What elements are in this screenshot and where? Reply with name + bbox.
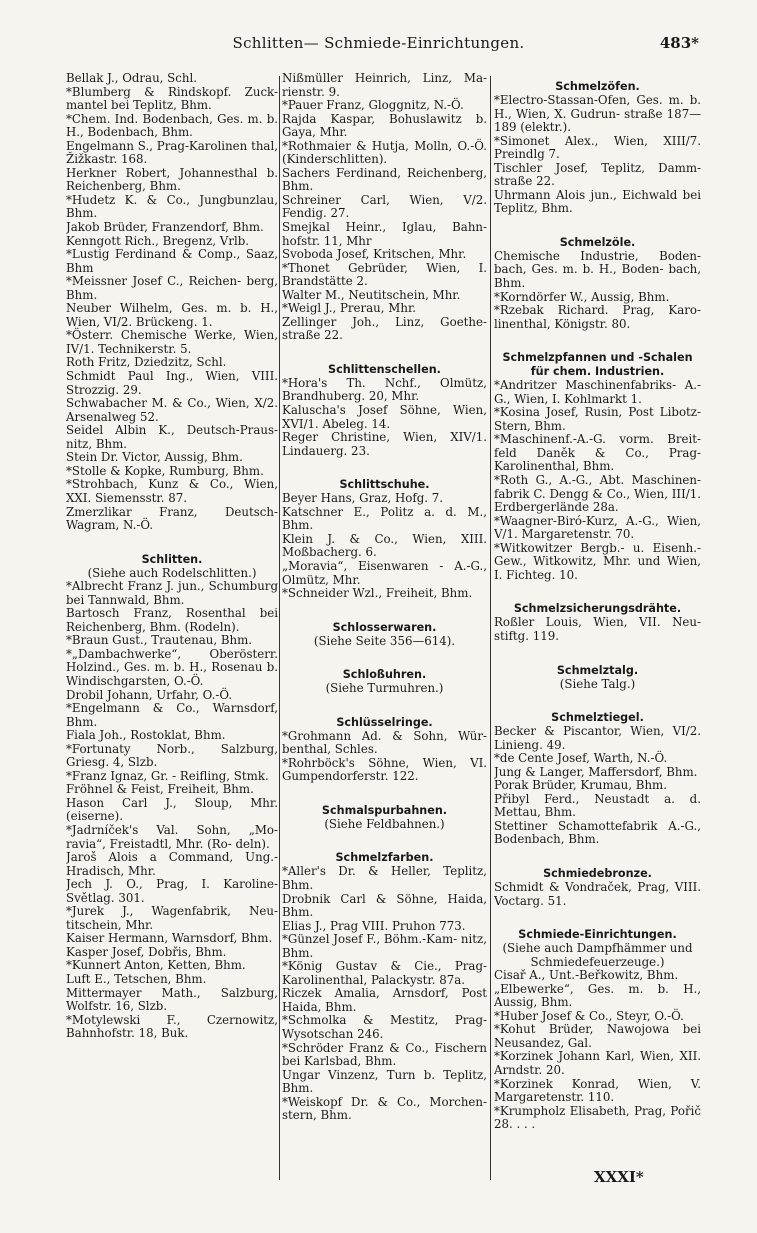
section-heading: Schloßuhren. — [342, 668, 427, 682]
directory-entry: *Rothmaier & Hutja, Molln, O.-Ö. (Kinderschlitten). — [282, 138, 487, 167]
directory-entry: Fröhnel & Feist, Freiheit, Bhm. — [66, 782, 254, 797]
directory-entry: *Weiskopf Dr. & Co., Morchen- stern, Bhm. — [282, 1094, 487, 1123]
directory-entry: *Roth G., A.-G., Abt. Maschinen- fabrik C. Dengg & Co., Wien, III/1. Erdbergerlände 28a. — [494, 473, 701, 515]
directory-entry: Schmidt & Vondraček, Prag, VIII. Voctarg. 51. — [494, 879, 701, 908]
directory-entry: *Aller's Dr. & Heller, Teplitz, Bhm. — [282, 864, 487, 892]
directory-entry: *Schneider Wzl., Freiheit, Bhm. — [282, 586, 473, 601]
directory-entry: *Witkowitzer Bergb.- u. Eisenh.- Gew., Witkowitz, Mhr. und Wien, I. Fichteg. 10. — [494, 540, 701, 582]
directory-entry: *Korzinek Johann Karl, Wien, XII. Arndstr. 20. — [494, 1049, 701, 1077]
directory-entry: Schreiner Carl, Wien, V/2. Fendig. 27. — [282, 192, 487, 221]
directory-entry: *Chem. Ind. Bodenbach, Ges. m. b. H., Bodenbach, Bhm. — [66, 111, 278, 140]
directory-entry: Katschner E., Politz a. d. M., Bhm. — [282, 504, 487, 533]
directory-entry: *Blumberg & Rindskopf. Zuck- mantel bei Teplitz, Bhm. — [66, 84, 278, 113]
directory-entry: *Waagner-Biró-Kurz, A.-G., Wien, V/1. Margaretenstr. 70. — [494, 513, 701, 542]
directory-entry: *Huber Josef & Co., Steyr, O.-Ö. — [494, 1008, 684, 1023]
directory-entry: Becker & Piscantor, Wien, VI/2. Linieng. 49. — [494, 724, 701, 752]
directory-entry: Kenngott Rich., Bregenz, Vrlb. — [66, 233, 250, 248]
directory-entry: *Schmolka & Mestitz, Prag- Wysotschan 246. — [282, 1013, 487, 1041]
directory-entry: Tischler Josef, Teplitz, Damm- straße 22. — [494, 160, 701, 189]
directory-entry: *Pauer Franz, Gloggnitz, N.-Ö. — [282, 98, 464, 113]
directory-entry: Neuber Wilhelm, Ges. m. b. H., Wien, VI/2. Brückeng. 1. — [66, 301, 278, 329]
directory-entry: Riczek Amalia, Arnsdorf, Post Haida, Bhm. — [282, 986, 487, 1014]
directory-entry: *Thonet Gebrüder, Wien, I. Brandstätte 2. — [282, 260, 487, 289]
cross-reference: (Siehe auch Dampfhämmer und Schmiedefeuerzeuge.) — [502, 941, 693, 969]
directory-entry: Chemische Industrie, Boden- bach, Ges. m. b. H., Boden- bach, Bhm. — [494, 248, 701, 291]
directory-entry: Porak Brüder, Krumau, Bhm. — [494, 778, 667, 793]
section-heading: Schmalspurbahnen. — [321, 803, 448, 817]
section-heading: Schmelzöfen. — [555, 80, 640, 93]
directory-entry: *Strohbach, Kunz & Co., Wien, XXI. Siemensstr. 87. — [66, 477, 278, 505]
directory-entry: *Andritzer Maschinenfabriks- A.-G., Wien, I. Kohlmarkt 1. — [494, 378, 701, 406]
directory-entry: *Kosina Josef, Rusin, Post Libotz- Stern, Bhm. — [494, 405, 701, 433]
directory-entry: *Krumpholz Elisabeth, Prag, Pořič 28. . . . — [494, 1103, 701, 1132]
directory-entry: Bellak J., Odrau, Schl. — [66, 72, 197, 85]
cross-reference: (Siehe Talg.) — [559, 676, 636, 691]
directory-entry: *Korzinek Konrad, Wien, V. Margaretenstr. 110. — [494, 1076, 701, 1105]
directory-entry: *Maschinenf.-A.-G. vorm. Breit- feld Daněk & Co., Prag- Karolinenthal, Bhm. — [494, 432, 701, 474]
directory-entry: *Grohmann Ad. & Sohn, Wür- benthal, Schles. — [282, 728, 487, 757]
directory-entry: *Motylewski F., Czernowitz, Bahnhofstr. 18, Buk. — [66, 1012, 278, 1041]
directory-entry: „Moravia“, Eisenwaren - A.-G., Olmütz, Mhr. — [282, 558, 487, 587]
directory-entry: *Korndörfer W., Aussig, Bhm. — [494, 289, 670, 304]
directory-entry: *Weigl J., Prerau, Mhr. — [282, 301, 417, 316]
section-heading: Schmelztalg. — [556, 663, 639, 677]
directory-entry: Kaluscha's Josef Söhne, Wien, XVI/1. Abeleg. 14. — [282, 403, 487, 431]
directory-entry: *Stolle & Kopke, Rumburg, Bhm. — [66, 463, 264, 478]
directory-entry: Beyer Hans, Graz, Hofg. 7. — [282, 491, 444, 506]
directory-entry: Roth Fritz, Dziedzitz, Schl. — [66, 355, 227, 370]
directory-entry: Drobnik Carl & Söhne, Haida, Bhm. — [282, 891, 487, 920]
column-rule — [279, 76, 280, 1180]
page-header — [0, 34, 757, 56]
directory-entry: Stettiner Schamottefabrik A.-G., Bodenbach, Bhm. — [494, 818, 701, 847]
section-heading: Schlüsselringe. — [336, 715, 433, 729]
directory-entry: Bartosch Franz, Rosenthal bei Reichenberg, Bhm. (Rodeln). — [66, 606, 278, 634]
directory-entry: Seidel Albin K., Deutsch-Praus- nitz, Bhm. — [66, 423, 278, 451]
directory-entry: *Günzel Josef F., Böhm.-Kam- nitz, Bhm. — [282, 932, 487, 960]
directory-entry: *Kohut Brüder, Nawojowa bei Neusandez, Gal. — [494, 1022, 701, 1050]
directory-entry: *Schröder Franz & Co., Fischern bei Karlsbad, Bhm. — [282, 1040, 487, 1069]
directory-entry: *Electro-Stassan-Ofen, Ges. m. b. H., Wien, X. Gudrun- straße 187—189 (elektr.). — [494, 93, 701, 135]
section-heading: Schmelzsicherungsdrähte. — [513, 602, 682, 616]
directory-entry: Cisař A., Unt.-Beřkowitz, Bhm. — [494, 968, 679, 983]
directory-entry: *Kunnert Anton, Ketten, Bhm. — [66, 958, 246, 973]
directory-entry: Schwabacher M. & Co., Wien, X/2. Arsenalweg 52. — [66, 396, 278, 424]
directory-entry: *Rzebak Richard. Prag, Karo- linenthal, Königstr. 80. — [494, 303, 701, 331]
directory-entry: Rajda Kaspar, Bohuslawitz b. Gaya, Mhr. — [282, 111, 487, 140]
directory-entry: *Engelmann & Co., Warnsdorf, Bhm. — [66, 701, 278, 729]
directory-entry: *Hudetz K. & Co., Jungbunzlau, Bhm. — [66, 192, 278, 221]
directory-entry: Reger Christine, Wien, XIV/1. Lindauerg. 23. — [282, 430, 487, 458]
directory-entry: *de Cente Josef, Warth, N.-Ö. — [494, 751, 668, 766]
directory-entry: Hason Carl J., Sloup, Mhr. (eiserne). — [66, 795, 278, 824]
directory-entry: *„Dambachwerke“, Oberösterr. Holzind., Ges. m. b. H., Rosenau b. Windischgarsten, O.-Ö. — [66, 646, 278, 688]
directory-entry: Klein J. & Co., Wien, XIII. Moßbacherg. 6. — [282, 531, 487, 560]
section-heading: Schmiede-Einrichtungen. — [518, 928, 677, 942]
directory-entry: *Österr. Chemische Werke, Wien, IV/1. Technikerstr. 5. — [66, 328, 278, 356]
directory-entry: Schmidt Paul Ing., Wien, VIII. Strozzig. 29. — [66, 369, 278, 397]
directory-entry: Smejkal Heinr., Iglau, Bahn- hofstr. 11, Mhr — [282, 220, 487, 248]
directory-entry: Herkner Robert, Johannesthal b. Reichenberg, Bhm. — [66, 165, 278, 194]
directory-entry: *Hora's Th. Nchf., Olmütz, Brandhuberg. 20, Mhr. — [282, 375, 487, 404]
column-2 — [282, 72, 487, 1182]
directory-entry: Elias J., Prag VIII. Pruhon 773. — [282, 918, 466, 933]
directory-entry: Zellinger Joh., Linz, Goethe- straße 22. — [282, 314, 487, 343]
directory-entry: Sachers Ferdinand, Reichenberg, Bhm. — [282, 165, 487, 194]
directory-entry: Mittermayer Math., Salzburg, Wolfstr. 16, Slzb. — [66, 985, 278, 1014]
directory-entry: Jech J. O., Prag, I. Karoline- Světlag. 301. — [66, 877, 278, 905]
section-heading: Schmelzfarben. — [335, 851, 434, 865]
section-heading: Schlosserwaren. — [332, 620, 437, 634]
signature-mark: XXXI* — [594, 1168, 644, 1186]
section-heading: Schmelztiegel. — [551, 711, 644, 725]
directory-entry: Kasper Josef, Dobřis, Bhm. — [66, 944, 227, 959]
directory-entry: *Albrecht Franz J. jun., Schumburg bei Tannwald, Bhm. — [66, 579, 278, 607]
directory-entry: Walter M., Neutitschein, Mhr. — [282, 287, 461, 302]
section-heading: Schmiedebronze. — [543, 866, 652, 880]
directory-entry: Drobil Johann, Urfahr, O.-Ö. — [66, 687, 233, 702]
directory-entry: *Jurek J., Wagenfabrik, Neu- titschein, Mhr. — [66, 904, 278, 932]
directory-entry: Uhrmann Alois jun., Eichwald bei Teplitz, Bhm. — [494, 187, 701, 216]
directory-entry: Kaiser Hermann, Warnsdorf, Bhm. — [66, 931, 273, 946]
directory-entry: Jaroš Alois a Command, Ung.- Hradisch, Mhr. — [66, 850, 278, 878]
cross-reference: (Siehe Turmuhren.) — [325, 681, 444, 696]
directory-entry: *Braun Gust., Trautenau, Bhm. — [66, 633, 253, 648]
directory-entry: *Rohrböck's Söhne, Wien, VI. Gumpendorferstr. 122. — [282, 755, 487, 784]
directory-entry: Engelmann S., Prag-Karolinen thal, Žižkastr. 168. — [66, 138, 278, 167]
section-heading: Schmelzöle. — [559, 235, 636, 249]
directory-entry: Fiala Joh., Rostoklat, Bhm. — [66, 728, 226, 743]
cross-reference: (Siehe Feldbahnen.) — [324, 816, 445, 831]
column-1 — [66, 72, 278, 1182]
page-number: 483* — [659, 34, 699, 52]
directory-entry: Přibyl Ferd., Neustadt a. d. Mettau, Bhm. — [494, 791, 701, 820]
directory-entry: Stein Dr. Victor, Aussig, Bhm. — [66, 450, 243, 465]
directory-entry: „Elbewerke“, Ges. m. b. H., Aussig, Bhm. — [494, 981, 701, 1010]
section-heading: Schlittschuhe. — [339, 478, 430, 492]
directory-entry: *Meissner Josef C., Reichen- berg, Bhm. — [66, 274, 278, 302]
directory-entry: Luft E., Tetschen, Bhm. — [66, 972, 207, 986]
directory-entry: Nißmüller Heinrich, Linz, Ma- rienstr. 9. — [282, 72, 487, 99]
cross-reference: (Siehe Seite 356—614). — [313, 633, 456, 648]
directory-entry: *Franz Ignaz, Gr. - Reifling, Stmk. — [66, 768, 269, 783]
column-rule — [490, 76, 491, 1180]
directory-entry: Svoboda Josef, Kritschen, Mhr. — [282, 247, 467, 262]
section-heading: Schlittenschellen. — [328, 362, 441, 376]
directory-entry: Ungar Vinzenz, Turn b. Teplitz, Bhm. — [282, 1067, 487, 1096]
directory-entry: Jung & Langer, Maffersdorf, Bhm. — [494, 764, 698, 779]
column-3 — [494, 72, 701, 1182]
directory-entry: *König Gustav & Cie., Prag- Karolinenthal, Palackystr. 87a. — [282, 959, 487, 987]
directory-entry: *Simonet Alex., Wien, XIII/7. Preindlg 7. — [494, 133, 701, 162]
directory-entry: Roßler Louis, Wien, VII. Neu- stiftg. 119. — [494, 615, 701, 643]
directory-entry: *Jadrníček's Val. Sohn, „Mo- ravia“, Freistadtl, Mhr. (Ro- deln). — [66, 822, 278, 851]
directory-entry: Jakob Brüder, Franzendorf, Bhm. — [66, 220, 264, 235]
section-heading: Schmelzpfannen und -Schalen für chem. Industrien. — [502, 351, 693, 379]
running-title: Schlitten— Schmiede-Einrichtungen. — [232, 34, 525, 52]
cross-reference: (Siehe auch Rodelschlitten.) — [87, 565, 257, 580]
directory-entry: *Fortunaty Norb., Salzburg, Griesg. 4, Slzb. — [66, 741, 278, 770]
directory-entry: Zmerzlikar Franz, Deutsch- Wagram, N.-Ö. — [66, 504, 278, 533]
directory-entry: *Lustig Ferdinand & Comp., Saaz, Bhm — [66, 247, 278, 275]
section-heading: Schlitten. — [141, 552, 203, 566]
